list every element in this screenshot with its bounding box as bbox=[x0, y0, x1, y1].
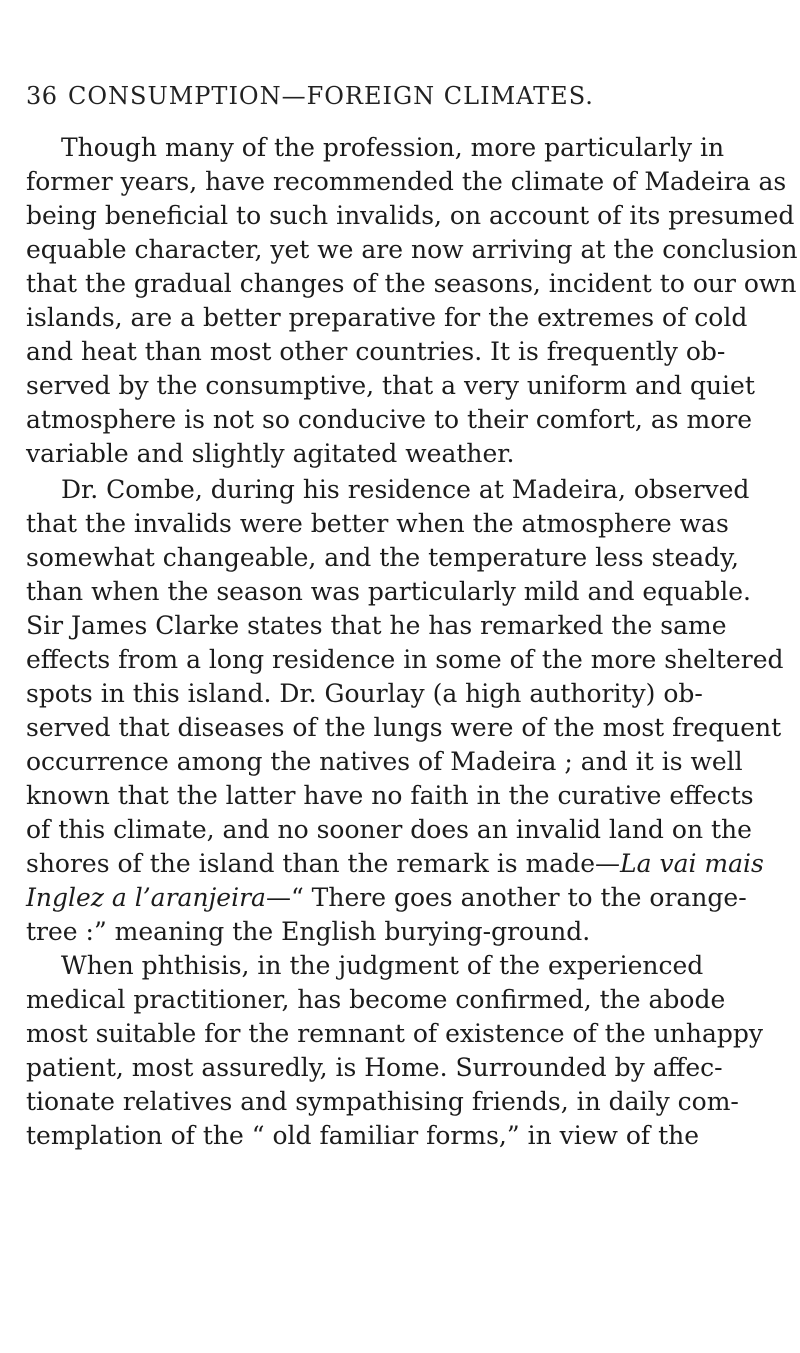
text-line: When phthisis, in the judgment of the experienced bbox=[61, 951, 704, 980]
text-line: of this climate, and no sooner does an invalid land on the bbox=[26, 815, 752, 844]
page-number: 36 bbox=[26, 82, 58, 110]
italic-phrase: La vai mais bbox=[620, 849, 764, 878]
text-segment: —“ There goes another to the orange- bbox=[265, 883, 747, 912]
text-line: islands, are a better preparative for the extremes of cold bbox=[26, 303, 748, 332]
italic-phrase: Inglez a l’aranjeira bbox=[26, 883, 266, 912]
text-line: medical practitioner, has become confirmed, the abode bbox=[26, 985, 726, 1014]
text-line: former years, have recommended the climate of Madeira as bbox=[26, 167, 787, 196]
text-line: Dr. Combe, during his residence at Madeira, observed bbox=[61, 475, 750, 504]
text-line: and heat than most other countries. It is frequently ob- bbox=[26, 337, 726, 366]
text-line: occurrence among the natives of Madeira ; and it is well bbox=[26, 747, 743, 776]
running-title: CONSUMPTION—FOREIGN CLIMATES. bbox=[68, 82, 594, 110]
text-line: equable character, yet we are now arriving at the conclusion bbox=[26, 235, 798, 264]
text-line: being beneficial to such invalids, on account of its presumed bbox=[26, 201, 795, 230]
text-line: effects from a long residence in some of the more sheltered bbox=[26, 645, 784, 674]
text-line: Sir James Clarke states that he has remarked the same bbox=[26, 611, 727, 640]
text-line: variable and slightly agitated weather. bbox=[26, 439, 515, 468]
text-segment: shores of the island than the remark is made— bbox=[26, 849, 620, 878]
text-line: patient, most assuredly, is Home. Surrounded by affec- bbox=[26, 1053, 723, 1082]
text-line: somewhat changeable, and the temperature less steady, bbox=[26, 543, 739, 572]
text-line bbox=[26, 846, 764, 882]
text-line bbox=[26, 880, 747, 916]
text-line: served that diseases of the lungs were of the most frequent bbox=[26, 713, 782, 742]
text-line: tionate relatives and sympathising friends, in daily com- bbox=[26, 1087, 739, 1116]
text-line: atmosphere is not so conducive to their comfort, as more bbox=[26, 405, 753, 434]
text-line: tree :” meaning the English burying-ground. bbox=[26, 917, 591, 946]
text-line: templation of the “ old familiar forms,” in view of the bbox=[26, 1121, 700, 1150]
text-line: than when the season was particularly mild and equable. bbox=[26, 577, 751, 606]
text-line: that the invalids were better when the atmosphere was bbox=[26, 509, 729, 538]
text-line: most suitable for the remnant of existence of the unhappy bbox=[26, 1019, 763, 1048]
text-line: known that the latter have no faith in the curative effects bbox=[26, 781, 754, 810]
text-line: served by the consumptive, that a very uniform and quiet bbox=[26, 371, 755, 400]
running-head bbox=[26, 78, 766, 114]
text-line: spots in this island. Dr. Gourlay (a high authority) ob- bbox=[26, 679, 703, 708]
text-line: that the gradual changes of the seasons, incident to our own bbox=[26, 269, 797, 298]
text-line: Though many of the profession, more particularly in bbox=[61, 133, 725, 162]
